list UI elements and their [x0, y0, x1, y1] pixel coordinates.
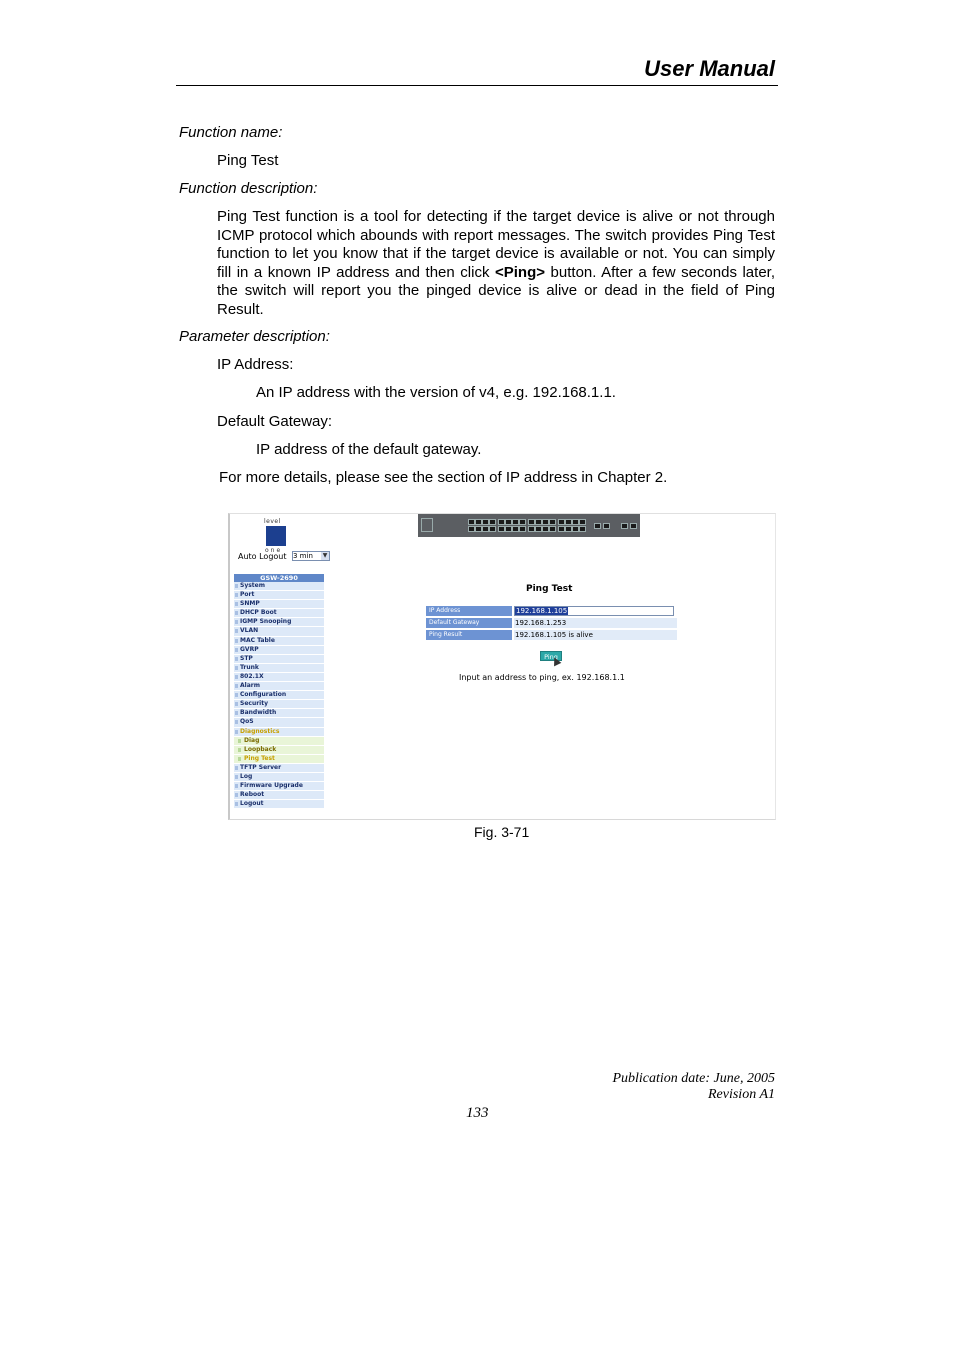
menu-item-snmp[interactable]: SNMP — [234, 600, 324, 609]
menu-item-log[interactable]: Log — [234, 773, 324, 782]
switch-uplink-port — [630, 523, 637, 529]
switch-port — [542, 526, 549, 532]
menu-item-stp[interactable]: STP — [234, 655, 324, 664]
switch-port — [558, 519, 565, 525]
switch-logo — [421, 518, 433, 532]
switch-port — [475, 526, 482, 532]
switch-port — [512, 526, 519, 532]
switch-uplink-port — [603, 523, 610, 529]
switch-port — [572, 519, 579, 525]
switch-port — [468, 526, 475, 532]
menu-item-gvrp[interactable]: GVRP — [234, 646, 324, 655]
ip-address-label: IP Address: — [217, 356, 294, 373]
switch-port — [475, 519, 482, 525]
switch-port — [579, 519, 586, 525]
switch-port — [528, 519, 535, 525]
switch-port — [565, 526, 572, 532]
function-description — [217, 208, 775, 319]
menu-item-mac-table[interactable]: MAC Table — [234, 637, 324, 646]
menu-item-logout[interactable]: Logout — [234, 800, 324, 809]
switch-port — [489, 526, 496, 532]
switch-port — [482, 526, 489, 532]
menu-item-8021x[interactable]: 802.1X — [234, 673, 324, 682]
menu-item-alarm[interactable]: Alarm — [234, 682, 324, 691]
page-number: 133 — [466, 1105, 489, 1121]
chevron-down-icon: ▼ — [322, 552, 328, 559]
description-text-2: button. After a few seconds later, the switch will report you the pinged device is alive or dead in the field of Ping Result. — [217, 263, 775, 318]
switch-port — [489, 519, 496, 525]
default-gateway-row — [426, 618, 677, 628]
switch-port — [579, 526, 586, 532]
default-gateway-description: IP address of the default gateway. — [256, 441, 482, 458]
switch-port — [468, 519, 475, 525]
switch-port — [498, 526, 505, 532]
ip-address-value: 192.168.1.105 — [516, 607, 568, 615]
function-name-label: Function name: — [179, 124, 283, 141]
more-details-note: For more details, please see the section of IP address in Chapter 2. — [219, 469, 668, 486]
ip-address-field-label: IP Address — [426, 606, 512, 616]
menu-item-tftp-server[interactable]: TFTP Server — [234, 764, 324, 773]
ip-address-input[interactable] — [514, 606, 674, 616]
parameter-description-label: Parameter description: — [179, 328, 330, 345]
default-gateway-value: 192.168.1.253 — [514, 618, 677, 628]
switch-uplink-port — [621, 523, 628, 529]
menu-item-port[interactable]: Port — [234, 591, 324, 600]
switch-panel-image — [418, 514, 640, 537]
ip-address-row — [426, 606, 677, 616]
switch-port — [535, 526, 542, 532]
switch-port — [482, 519, 489, 525]
sidebar-menu — [234, 574, 324, 809]
switch-port — [519, 519, 526, 525]
menu-item-reboot[interactable]: Reboot — [234, 791, 324, 800]
ping-test-screenshot — [228, 513, 776, 820]
switch-port — [519, 526, 526, 532]
auto-logout-value: 3 min — [293, 552, 313, 560]
menu-item-igmp-snooping[interactable]: IGMP Snooping — [234, 618, 324, 627]
switch-port — [505, 519, 512, 525]
switch-port — [505, 526, 512, 532]
logo-text-bottom: one — [265, 547, 283, 554]
ping-result-value: 192.168.1.105 is alive — [514, 630, 677, 640]
menu-title: GSW-2690 — [234, 574, 324, 582]
menu-item-qos[interactable]: QoS — [234, 718, 324, 727]
switch-port — [558, 526, 565, 532]
default-gateway-label: Default Gateway: — [217, 413, 333, 430]
switch-port — [498, 519, 505, 525]
menu-item-firmware-upgrade[interactable]: Firmware Upgrade — [234, 782, 324, 791]
auto-logout-label: Auto Logout — [238, 552, 287, 561]
logo-text-top: level — [264, 518, 281, 525]
ping-hint-text: Input an address to ping, ex. 192.168.1.1 — [459, 673, 625, 682]
switch-port — [528, 526, 535, 532]
menu-item-dhcp-boot[interactable]: DHCP Boot — [234, 609, 324, 618]
auto-logout-select[interactable] — [292, 551, 330, 561]
switch-port — [565, 519, 572, 525]
menu-item-bandwidth[interactable]: Bandwidth — [234, 709, 324, 718]
publication-date: Publication date: June, 2005 — [612, 1071, 775, 1086]
description-text-1: Ping Test function is a tool for detecting if the target device is alive or not through ICMP protocol which abounds with report messages. The switch provides Ping Test function to let you know that if the target device is available or not. You can simply fill in a known IP address and then click — [217, 208, 775, 281]
menu-item-ping-test[interactable]: Ping Test — [234, 755, 324, 764]
function-description-label: Function description: — [179, 180, 318, 197]
figure-caption: Fig. 3-71 — [474, 824, 530, 840]
revision: Revision A1 — [707, 1087, 775, 1102]
menu-item-configuration[interactable]: Configuration — [234, 691, 324, 700]
function-name: Ping Test — [217, 152, 279, 169]
switch-port — [572, 526, 579, 532]
menu-item-diag[interactable]: Diag — [234, 737, 324, 746]
page-title: Ping Test — [526, 584, 573, 594]
menu-item-loopback[interactable]: Loopback — [234, 746, 324, 755]
logo-mark — [266, 526, 286, 546]
menu-item-trunk[interactable]: Trunk — [234, 664, 324, 673]
default-gateway-field-label: Default Gateway — [426, 618, 512, 628]
switch-uplink-port — [594, 523, 601, 529]
ping-button[interactable]: Ping — [540, 651, 562, 661]
levelone-logo — [264, 518, 288, 554]
switch-port — [542, 519, 549, 525]
description-ping-bold: <Ping> — [494, 263, 546, 281]
switch-port — [549, 526, 556, 532]
menu-item-security[interactable]: Security — [234, 700, 324, 709]
menu-item-diagnostics[interactable]: Diagnostics — [234, 728, 324, 737]
document-title: User Manual — [644, 56, 775, 81]
switch-port — [549, 519, 556, 525]
menu-item-system[interactable]: System — [234, 582, 324, 591]
header-rule — [176, 85, 778, 86]
ping-result-row — [426, 630, 677, 640]
ip-address-description: An IP address with the version of v4, e.g. 192.168.1.1. — [256, 384, 616, 401]
switch-port — [512, 519, 519, 525]
ping-result-field-label: Ping Result — [426, 630, 512, 640]
switch-port — [535, 519, 542, 525]
menu-item-vlan[interactable]: VLAN — [234, 627, 324, 636]
